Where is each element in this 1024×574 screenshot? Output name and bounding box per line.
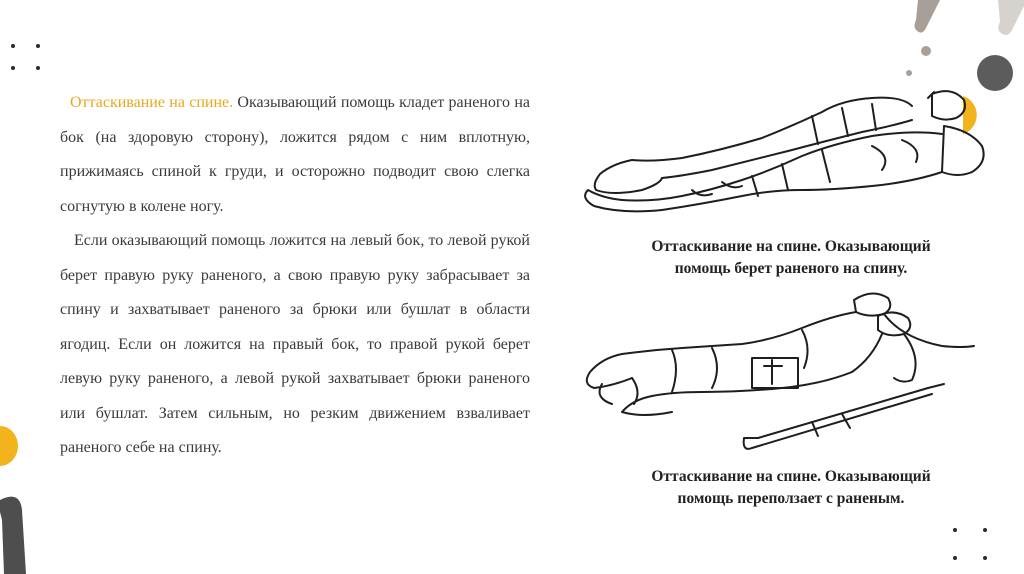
figure-2-caption	[601, 466, 981, 510]
figure-1-caption	[601, 236, 981, 280]
decorative-gray-curve-bottom-left	[0, 490, 30, 574]
figure-2-caption-line-1: Оттаскивание на спине. Оказывающий	[651, 468, 931, 485]
paragraph-1	[60, 86, 530, 224]
instruction-text	[60, 86, 530, 466]
two-soldiers-lying-illustration	[572, 86, 992, 216]
figure-2-caption-line-2: помощь переползает с раненым.	[677, 490, 905, 507]
decorative-orange-half-circle-left	[0, 426, 20, 466]
paragraph-2: Если оказывающий помощь ложится на левый бок, то левой рукой берет правую руку раненого, а свою правую руку забрасывает за спину и захватывает раненого за брюки или бушлат в области ягодиц. Если он ложится на правый бок, то правой рукой берет левую руку раненого, а левой рукой захватывает брюки раненого или бушлат. Затем сильным, но резким движением взваливает раненого себе на спину.	[60, 232, 530, 456]
figure-1-caption-line-2: помощь берет раненого на спину.	[674, 260, 908, 277]
figure-1-caption-line-1: Оттаскивание на спине. Оказывающий	[651, 238, 931, 255]
soldier-crawling-with-wounded-illustration	[572, 288, 982, 458]
paragraph-1-heading: Оттаскивание на спине.	[70, 94, 234, 111]
paragraph-1-body: Оказывающий помощь кладет раненого на бок (на здоровую сторону), ложится рядом с ним вплотную, прижимаясь спиной к груди, и осторожно подводит свою слегка согнутую в колене ногу.	[60, 94, 531, 215]
